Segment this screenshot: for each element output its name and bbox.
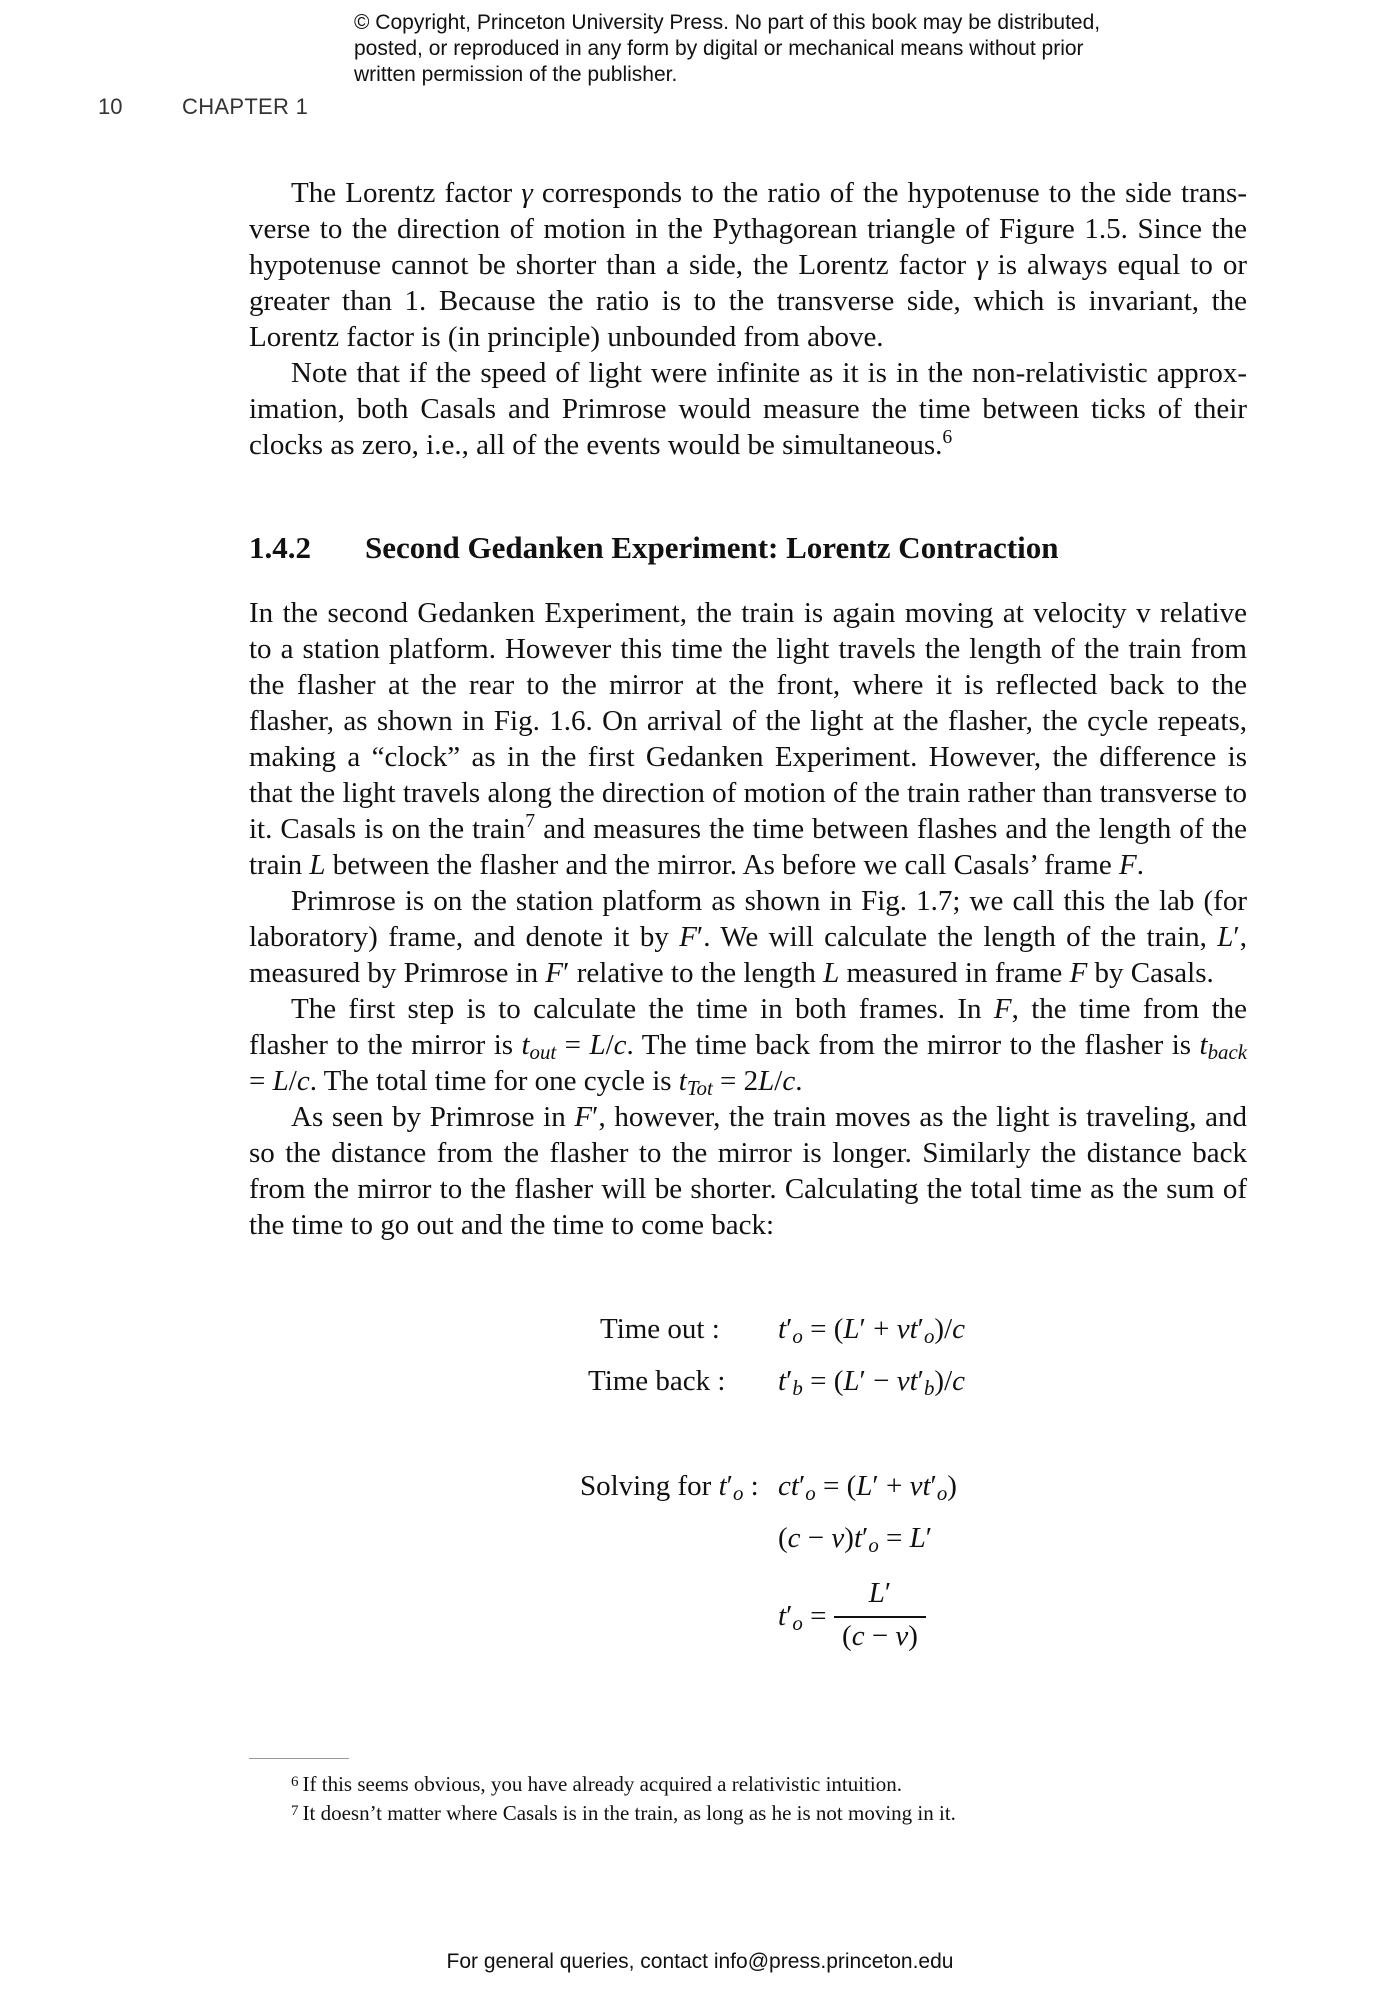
footnote-7 <box>249 1801 1249 1826</box>
paragraph-as-seen: As seen by Primrose in F′, however, the train moves as the light is traveling, and so the distance from the flasher to the mirror is longer. Similarly the distance back from the mirror to the flasher will be shorter. Calculating the total time as the sum of the time to go out and the time to come back: <box>249 1101 1248 1241</box>
paragraph-primrose: Primrose is on the station platform as shown in Fig. 1.7; we call this the lab (for laboratory) frame, and denote it by F′. We will calculate the length of the train, L′, measured by Primrose in F′ relative to the length L measured in frame F by Casals. <box>249 885 1248 989</box>
footnote-6 <box>249 1772 1249 1797</box>
time-back-label: Time back : <box>588 1365 726 1397</box>
solve-step-3-lhs: $t'_o$ = <box>778 1600 827 1636</box>
contact-footer: For general queries, contact info@press.princeton.edu <box>446 1950 954 1973</box>
paragraph-infinite-speed: Note that if the speed of light were infinite as it is in the non-relativistic approximation, both Casals and Primrose would measure the time between ticks of their clocks as zero, i.e., all of the events would be simultaneous.$^6$ <box>249 357 1247 461</box>
page-number: 10 <box>98 94 123 119</box>
paragraph-first-step: The first step is to calculate the time in both frames. In F, the time from the flasher to the mirror is $t_{out} = L/c$. The time back from the mirror to the flasher is $t_{back} = L/c$. The total time for one cycle is $t_{Tot} = 2L/c$. <box>249 993 1247 1101</box>
time-out-label: Time out : <box>600 1313 720 1345</box>
section-body <box>249 595 1247 1243</box>
section-number: 1.4.2 <box>249 530 311 565</box>
footnote-7-text: It doesn’t matter where Casals is in the train, as long as he is not moving in it. <box>302 1801 956 1825</box>
fraction-denominator: (c − v) <box>842 1620 918 1652</box>
intro-text <box>249 175 1247 463</box>
fraction-numerator: L′ <box>868 1577 892 1609</box>
paragraph-second-experiment: In the second Gedanken Experiment, the train is again moving at velocity v relative to a station platform. However this time the light travels the length of the train from the flasher at the rear to the mirror at the front, where it is reflected back to the flasher, as shown in Fig. 1.6. On arrival of the light at the flasher, the cycle repeats, making a “clock” as in the first Gedanken Experiment. However, the difference is that the light travels along the direction of motion of the train rather than transverse to it. Casals is on the train$^7$ and measures the time between flashes and the length of the train L between the flasher and the mirror. As before we call Casals’ frame F. <box>249 597 1248 881</box>
footnote-7-mark: 7 <box>291 1803 299 1819</box>
paragraph-lorentz-factor: The Lorentz factor γ corresponds to the ratio of the hypotenuse to the side transverse to the direction of motion in the Pythagorean triangle of Figure 1.5. Since the hypotenuse cannot be shorter than a side, the Lorentz factor γ is always equal to or greater than 1. Because the ratio is to the transverse side, which is invariant, the Lorentz factor is (in principle) unbounded from above. <box>249 177 1247 353</box>
solve-step-2: $(c - v)t'_o = L'$ <box>778 1522 933 1558</box>
footnote-rule <box>249 1758 349 1759</box>
running-head: CHAPTER 1 <box>182 94 309 119</box>
footnote-6-text: If this seems obvious, you have already acquired a relativistic intuition. <box>302 1772 903 1796</box>
solving-label: Solving for $t'_o$ : <box>580 1470 759 1506</box>
footnote-6-mark: 6 <box>291 1774 299 1790</box>
solve-step-1: $ct'_o = (L' + vt'_o)$ <box>778 1470 957 1506</box>
section-heading <box>249 530 1247 566</box>
copyright-notice: © Copyright, Princeton University Press. No part of this book may be distributed, posted, or reproduced in any form by digital or mechanical means without prior written permission of the publisher. <box>354 11 1101 86</box>
time-out-equation: $t'_o = (L' + vt'_o)/c$ <box>778 1313 966 1349</box>
fraction-bar <box>834 1616 926 1618</box>
time-back-equation: $t'_b = (L' - vt'_b)/c$ <box>778 1365 966 1401</box>
section-title: Second Gedanken Experiment: Lorentz Contraction <box>365 530 1059 565</box>
solving-label-text: Solving for <box>580 1470 712 1502</box>
